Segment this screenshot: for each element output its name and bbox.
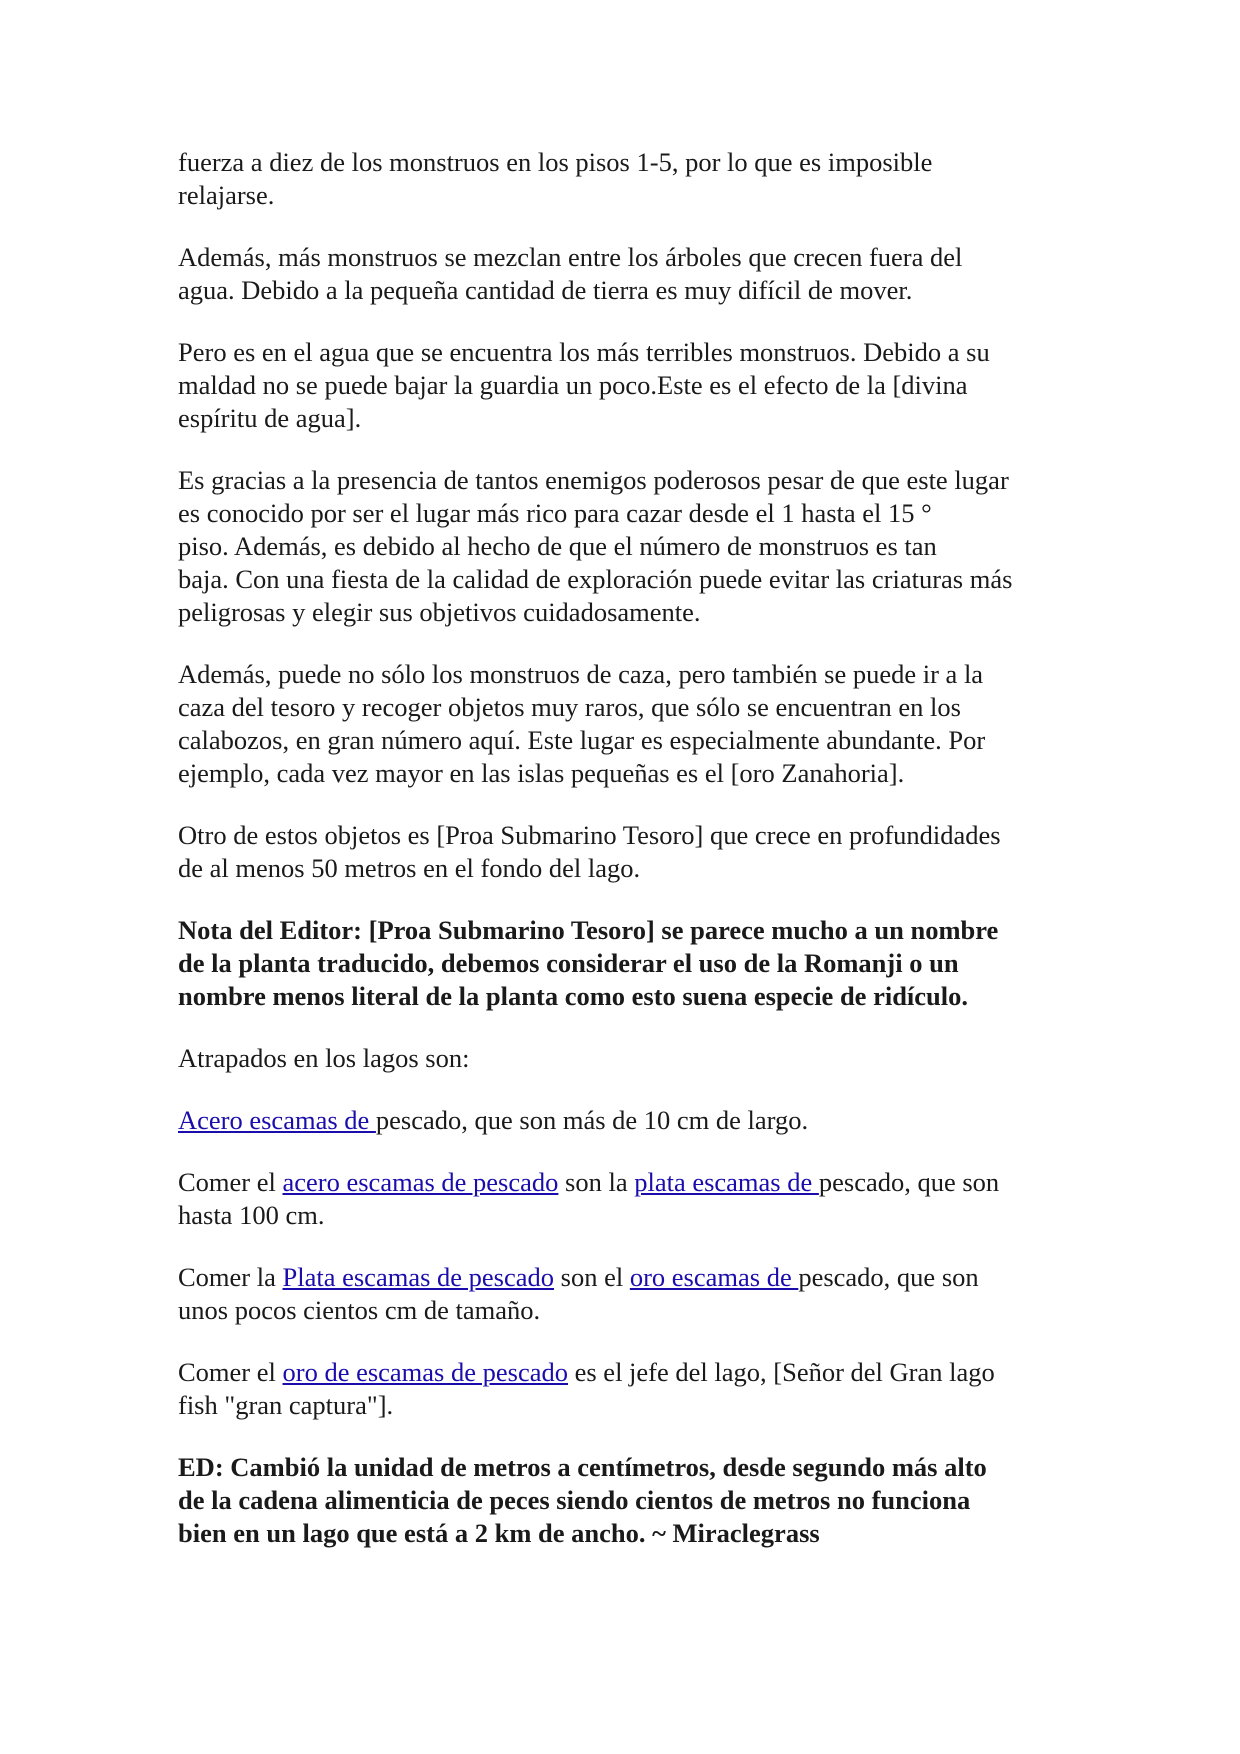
text-line: maldad no se puede bajar la guardia un poco.Este es el efecto de la [divina <box>178 370 968 400</box>
text-line: calabozos, en gran número aquí. Este lugar es especialmente abundante. Por <box>178 725 986 755</box>
paragraph <box>178 658 1078 790</box>
fish-paragraph-4 <box>178 1356 1078 1422</box>
text-segment: Comer el <box>178 1167 283 1197</box>
editor-note-closing <box>178 1451 1078 1550</box>
text-line: agua. Debido a la pequeña cantidad de tierra es muy difícil de mover. <box>178 275 913 305</box>
link-plata-escamas-de-pescado[interactable]: Plata escamas de pescado <box>282 1262 555 1292</box>
paragraph <box>178 819 1078 885</box>
text-line: Otro de estos objetos es [Proa Submarino Tesoro] que crece en profundidades <box>178 820 1001 850</box>
fish-paragraph-1 <box>178 1104 1078 1137</box>
text-segment: Comer la <box>178 1262 283 1292</box>
text-segment: son la <box>558 1167 635 1197</box>
body-text <box>178 146 1078 1075</box>
link-plata-escamas[interactable]: plata escamas de <box>634 1167 819 1197</box>
document-page <box>178 146 1078 1579</box>
text-segment: es el jefe del lago, [Señor del Gran lago <box>567 1357 995 1387</box>
text-segment: pescado, que son <box>818 1167 1000 1197</box>
text-line: caza del tesoro y recoger objetos muy raros, que sólo se encuentran en los <box>178 692 961 722</box>
text-line: Atrapados en los lagos son: <box>178 1043 470 1073</box>
paragraph <box>178 1042 1078 1075</box>
paragraph <box>178 464 1078 629</box>
text-segment: pescado, que son <box>798 1262 979 1292</box>
text-line: Es gracias a la presencia de tantos enemigos poderosos pesar de que este lugar <box>178 465 1009 495</box>
text-line: es conocido por ser el lugar más rico para cazar desde el 1 hasta el 15 ° <box>178 498 932 528</box>
text-segment: unos pocos cientos cm de tamaño. <box>178 1295 541 1325</box>
link-acero-escamas-de-pescado[interactable]: acero escamas de pescado <box>282 1167 559 1197</box>
fish-paragraph-3 <box>178 1261 1078 1327</box>
text-line: Además, puede no sólo los monstruos de caza, pero también se puede ir a la <box>178 659 984 689</box>
text-line: espíritu de agua]. <box>178 403 362 433</box>
text-line: baja. Con una fiesta de la calidad de exploración puede evitar las criaturas más <box>178 564 1013 594</box>
link-oro-escamas[interactable]: oro escamas de <box>629 1262 799 1292</box>
link-acero-escamas[interactable]: Acero escamas de <box>178 1105 376 1135</box>
text-line: de la planta traducido, debemos considerar el uso de la Romanji o un <box>178 948 959 978</box>
paragraph <box>178 146 1078 212</box>
text-line: piso. Además, es debido al hecho de que el número de monstruos es tan <box>178 531 937 561</box>
text-segment: fish "gran captura"]. <box>178 1390 394 1420</box>
note-line: de la cadena alimenticia de peces siendo cientos de metros no funciona <box>178 1485 971 1515</box>
paragraph <box>178 241 1078 307</box>
note-line: bien en un lago que está a 2 km de ancho. ~ Miraclegrass <box>178 1518 820 1548</box>
text-line: nombre menos literal de la planta como esto suena especie de ridículo. <box>178 981 969 1011</box>
text-segment: hasta 100 cm. <box>178 1200 325 1230</box>
text-line: relajarse. <box>178 180 275 210</box>
link-oro-de-escamas-de-pescado[interactable]: oro de escamas de pescado <box>282 1357 568 1387</box>
text-segment: Comer el <box>178 1357 283 1387</box>
editor-note <box>178 914 1078 1013</box>
text-segment: pescado, que son más de 10 cm de largo. <box>375 1105 809 1135</box>
paragraph <box>178 336 1078 435</box>
text-segment: son el <box>554 1262 630 1292</box>
text-line: fuerza a diez de los monstruos en los pisos 1-5, por lo que es imposible <box>178 147 933 177</box>
text-line: peligrosas y elegir sus objetivos cuidadosamente. <box>178 597 701 627</box>
text-line: Además, más monstruos se mezclan entre los árboles que crecen fuera del <box>178 242 963 272</box>
text-line: ejemplo, cada vez mayor en las islas pequeñas es el [oro Zanahoria]. <box>178 758 905 788</box>
text-line: Nota del Editor: [Proa Submarino Tesoro] se parece mucho a un nombre <box>178 915 999 945</box>
fish-paragraph-2 <box>178 1166 1078 1232</box>
text-line: Pero es en el agua que se encuentra los más terribles monstruos. Debido a su <box>178 337 990 367</box>
note-line: ED: Cambió la unidad de metros a centímetros, desde segundo más alto <box>178 1452 987 1482</box>
text-line: de al menos 50 metros en el fondo del lago. <box>178 853 641 883</box>
